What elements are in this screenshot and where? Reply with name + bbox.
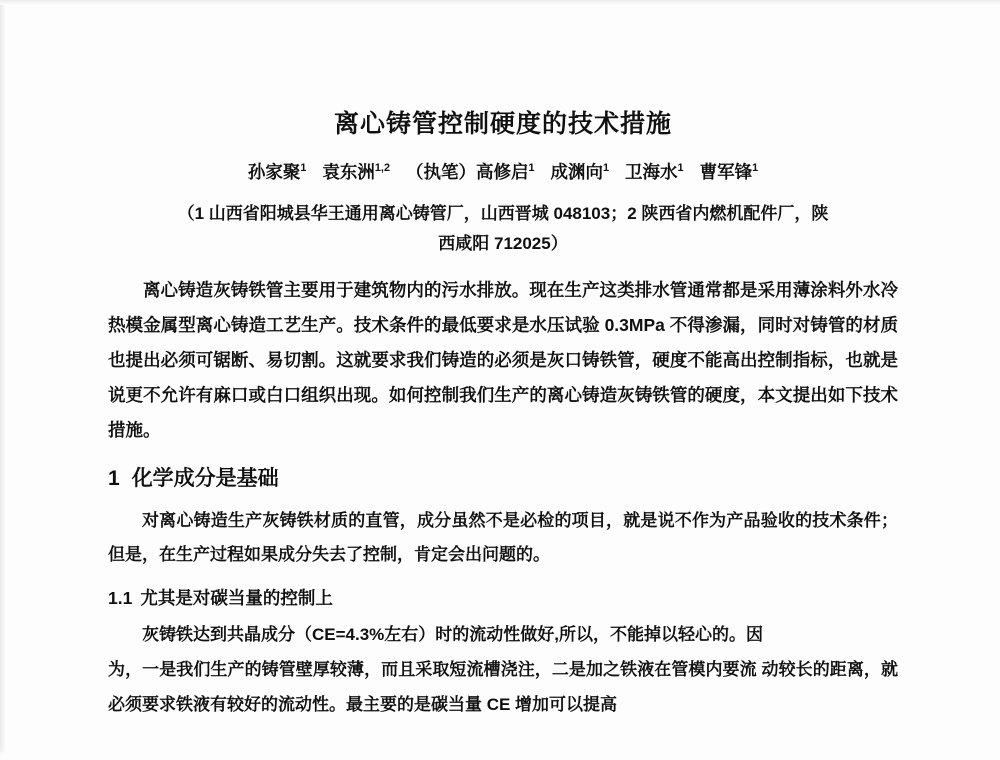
author-affiliation-marker: 1 — [677, 162, 684, 175]
author-name: 曹军锋 — [699, 162, 753, 182]
section-heading-1 — [108, 462, 898, 492]
author-affiliation-marker: 1 — [752, 162, 759, 175]
subsection-title: 尤其是对碳当量的控制上 — [140, 588, 333, 609]
author-entry — [322, 162, 390, 182]
author-entry — [625, 162, 684, 182]
author-affiliation-marker: 1 — [300, 162, 307, 175]
paragraph-line-3: 动较长的距离，就必须要求铁液有较好的流动性。最主要的是碳当量 CE 增加可以提高 — [108, 660, 898, 714]
paragraph-line-2: 为，一是我们生产的铸管壁厚较薄，而且采取短流槽浇注，二是加之铁液在管模内要流 — [108, 660, 757, 680]
author-name: 卫海水 — [625, 162, 678, 182]
section-1-paragraph: 对离心铸造生产灰铸铁材质的直管，成分虽然不是必检的项目，就是说不作为产品验收的技术条件；但是，在生产过程如果成分失去了控制，肯定会出问题的。 — [108, 510, 898, 565]
page-content — [108, 0, 898, 723]
author-name: 孙家聚 — [247, 162, 301, 182]
page-bottom-fade — [0, 746, 1000, 760]
author-entry — [406, 162, 535, 182]
section-title: 化学成分是基础 — [131, 466, 279, 490]
author-entry — [248, 162, 307, 182]
author-entry — [700, 162, 759, 182]
affiliation-block — [108, 199, 898, 259]
author-name: （执笔）高修启 — [405, 162, 529, 182]
author-name: 袁东洲 — [322, 162, 375, 182]
subsection-heading-1-1 — [108, 585, 898, 610]
page-title: 离心铸管控制硬度的技术措施 — [333, 110, 672, 138]
author-affiliation-marker: 1 — [528, 162, 535, 175]
paragraph-line-1: 灰铸铁达到共晶成分（CE=4.3%左右）时的流动性做好,所以，不能掉以轻心的。因 — [142, 625, 764, 645]
author-entry — [551, 162, 610, 182]
author-affiliation-marker: 1 — [603, 162, 610, 175]
abstract-paragraph: 离心铸造灰铸铁管主要用于建筑物内的污水排放。现在生产这类排水管通常都是采用薄涂料外水冷热模金属型离心铸造工艺生产。技术条件的最低要求是水压试验 0.3MPa 不得渗漏，同时对铸管的材质也提出必须可锯断、易切割。这就要求我们铸造的必须是灰口铸铁管，硬度不能高出控制指标，也就是说更不允许有麻口或白口组织出现。如何控制我们生产的离心铸造灰铸铁管的硬度，本文提出如下技术措施。 — [108, 279, 898, 440]
affiliation-line-1: （1 山西省阳城县华王通用离心铸管厂，山西晋城 048103；2 陕西省内燃机配件厂，陕 — [177, 204, 829, 223]
subsection-number: 1.1 — [108, 588, 133, 609]
author-affiliation-marker: 1,2 — [374, 162, 390, 175]
author-name: 成渊向 — [550, 162, 604, 182]
affiliation-line-2: 西咸阳 712025） — [438, 233, 568, 253]
section-number: 1 — [108, 466, 120, 490]
scan-edge-left — [0, 0, 6, 760]
subsection-1-1-paragraph — [108, 618, 898, 723]
author-list — [108, 159, 898, 184]
